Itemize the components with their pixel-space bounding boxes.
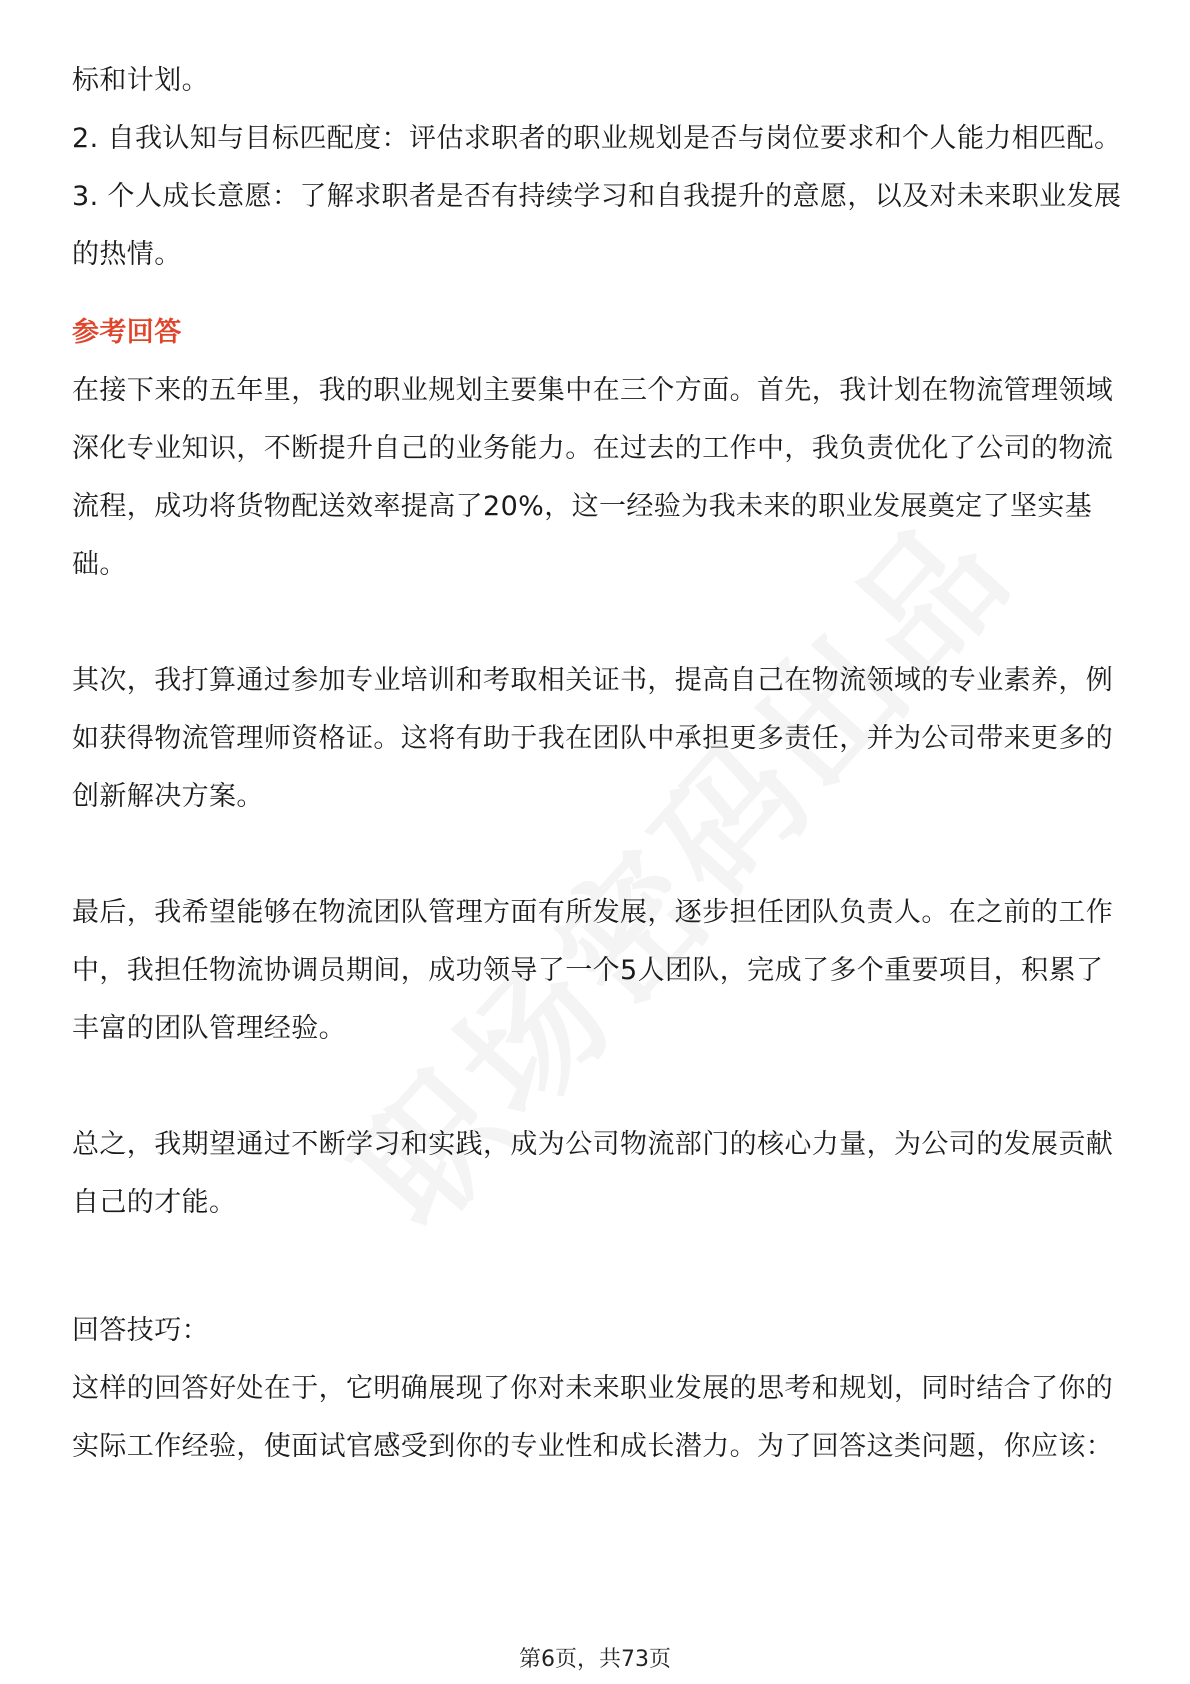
tips-label: 回答技巧： bbox=[72, 1315, 209, 1346]
answer-paragraph-3: 最后，我希望能够在物流团队管理方面有所发展，逐步担任团队负责人。在之前的工作中，我担任物流协调员期间，成功领导了一个5人团队，完成了多个重要项目，积累了丰富的团队管理经验。 bbox=[72, 897, 1114, 1044]
criteria-line1-tail: 标和计划。 bbox=[72, 65, 209, 96]
page-content bbox=[72, 52, 1122, 1476]
paragraph-spacer bbox=[72, 1232, 1122, 1290]
paragraph-spacer bbox=[72, 1058, 1122, 1116]
criteria-item-2: 2. 自我认知与目标匹配度：评估求职者的职业规划是否与岗位要求和个人能力相匹配。 bbox=[72, 123, 1122, 154]
criteria-item-3: 3. 个人成长意愿：了解求职者是否有持续学习和自我提升的意愿，以及对未来职业发展的热情。 bbox=[72, 181, 1122, 270]
answer-paragraph-1: 在接下来的五年里，我的职业规划主要集中在三个方面。首先，我计划在物流管理领域深化专业知识，不断提升自己的业务能力。在过去的工作中，我负责优化了公司的物流流程，成功将货物配送效率提高了20%，这一经验为我未来的职业发展奠定了坚实基础。 bbox=[72, 375, 1114, 580]
tips-text: 这样的回答好处在于，它明确展现了你对未来职业发展的思考和规划，同时结合了你的实际工作经验，使面试官感受到你的专业性和成长潜力。为了回答这类问题，你应该： bbox=[72, 1373, 1114, 1462]
answer-paragraph-4: 总之，我期望通过不断学习和实践，成为公司物流部门的核心力量，为公司的发展贡献自己的才能。 bbox=[72, 1129, 1114, 1218]
page-footer: 第6页，共73页 bbox=[519, 1647, 671, 1672]
answer-paragraph-2: 其次，我打算通过参加专业培训和考取相关证书，提高自己在物流领域的专业素养，例如获得物流管理师资格证。这将有助于我在团队中承担更多责任，并为公司带来更多的创新解决方案。 bbox=[72, 665, 1114, 812]
reference-answer-heading: 参考回答 bbox=[72, 317, 182, 348]
paragraph-spacer bbox=[72, 826, 1122, 884]
paragraph-spacer bbox=[72, 594, 1122, 652]
